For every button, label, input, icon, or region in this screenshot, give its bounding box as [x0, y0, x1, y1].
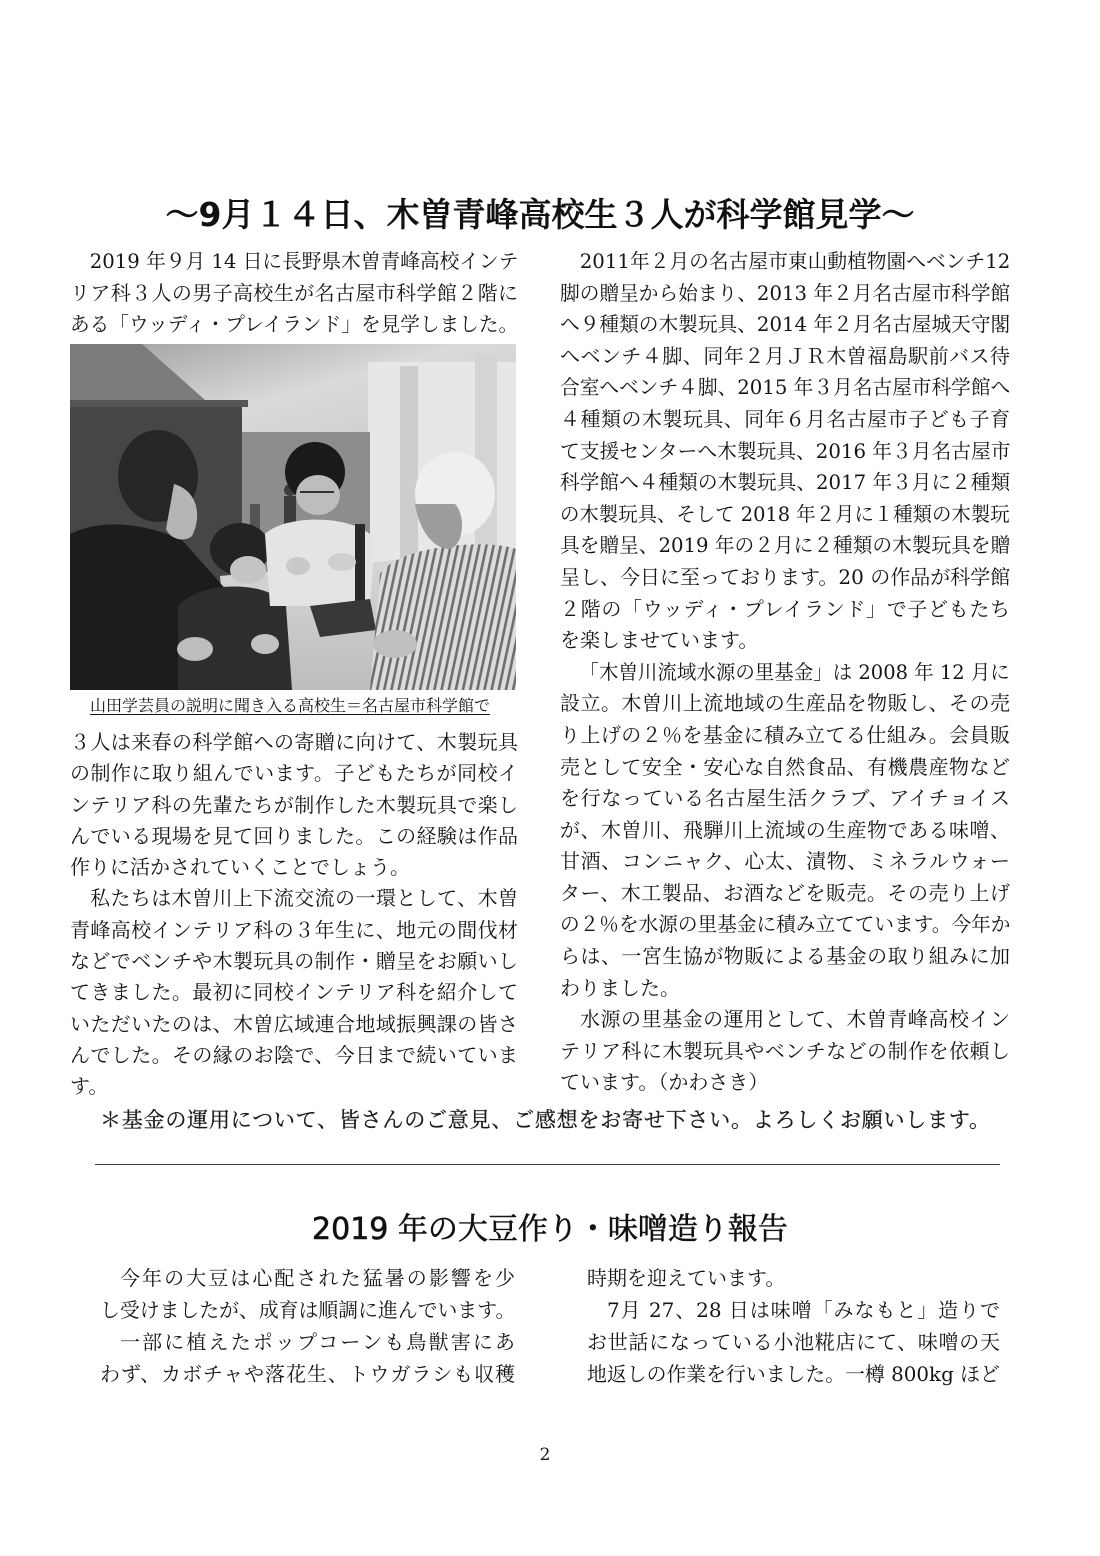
text-line: へ９種類の木製玩具、2014 年２月名古屋城天守閣: [560, 312, 1011, 337]
paragraph: [560, 657, 1010, 1005]
text-line: 呈し、今日に至っております。20 の作品が科学館: [560, 564, 1011, 589]
text-line: 2011年２月の名古屋市東山動植物園へベンチ12: [579, 249, 1011, 273]
text-line: 2019 年９月 14 日に長野県木曽青峰高校インテ: [89, 249, 519, 273]
article2-right-column: [587, 1262, 1000, 1390]
text-line: ２階の「ウッディ・プレイランド」で子どもたち: [560, 596, 1010, 621]
text-line: す。: [70, 1074, 109, 1099]
text-line: 一部に植えたポップコーンも鳥獣害にあ: [120, 1330, 515, 1354]
photo-caption: 山田学芸員の説明に聞き入る高校生＝名古屋市科学館で: [90, 696, 491, 715]
text-line: ３人は来春の科学館への寄贈に向けて、木製玩具: [70, 730, 518, 754]
text-line: 作りに活かされていくことでしょう。: [70, 855, 410, 880]
article1-right-column: [560, 246, 1010, 1099]
text-line: 設立。木曽川上流地域の生産品を物販し、その売: [560, 691, 1010, 716]
text-line: テリア科に木製玩具やベンチなどの制作を依頼し: [560, 1038, 1010, 1063]
text-line: の２％を水源の里基金に積み立てています。今年か: [560, 912, 1011, 937]
text-line: ４種類の木製玩具、同年６月名古屋市子ども子育: [560, 406, 1010, 431]
text-line: んでした。その縁のお陰で、今日まで続いていま: [70, 1042, 518, 1067]
text-line: いただいたのは、木曽広域連合地域振興課の皆さ: [70, 1011, 518, 1036]
text-line: を楽しませています。: [560, 628, 759, 653]
text-line: を行なっている名古屋生活クラブ、アイチョイス: [560, 786, 1010, 811]
paragraph: [587, 1294, 1000, 1390]
text-line: らは、一宮生協が物販による基金の取り組みに加: [560, 944, 1010, 969]
text-line: リア科３人の男子高校生が名古屋市科学館２階に: [70, 280, 518, 305]
text-line: 脚の贈呈から始まり、2013 年２月名古屋市科学館: [560, 280, 1011, 305]
text-line: 今年の大豆は心配された猛暑の影響を少: [120, 1266, 515, 1290]
text-line: へベンチ４脚、同年２月ＪＲ木曽福島駅前バス待: [560, 343, 1010, 368]
text-line: ある「ウッディ・プレイランド」を見学しました。: [70, 312, 519, 337]
text-line: 青峰高校インテリア科の３年生に、地元の間伐材: [70, 917, 518, 942]
page-number: 2: [539, 1445, 551, 1465]
text-line: の制作に取り組んでいます。子どもたちが同校イ: [70, 761, 518, 786]
text-line: 私たちは木曽川上下流交流の一環として、木曽: [90, 886, 518, 911]
text-line: ンテリア科の先輩たちが制作した木製玩具で楽し: [70, 792, 518, 817]
text-line: ター、木工製品、お酒などを販売。その売り上げ: [560, 880, 1010, 905]
article1-title: ～9月１４日、木曽青峰高校生３人が科学館見学～: [165, 195, 915, 234]
text-line: り上げの２％を基金に積み立てる仕組み。会員販: [560, 722, 1010, 747]
paragraph: [100, 1262, 515, 1326]
text-line: などでベンチや木製玩具の制作・贈呈をお願いし: [70, 949, 518, 974]
text-line: 時期を迎えています。: [587, 1266, 786, 1290]
text-line: 具を贈呈、2019 年の２月に２種類の木製玩具を贈: [560, 533, 1011, 558]
text-line: 水源の里基金の運用として、木曽青峰高校イン: [580, 1007, 1010, 1032]
text-line: し受けましたが、成育は順調に進んでいます。: [100, 1298, 516, 1322]
text-line: てきました。最初に同校インテリア科を紹介して: [70, 980, 518, 1005]
photo-students-at-science-museum: [70, 344, 516, 690]
paragraph: [70, 883, 518, 1102]
paragraph: [70, 727, 518, 883]
text-line: わず、カボチャや落花生、トウガラシも収穫: [100, 1362, 515, 1386]
text-line: て支援センターへ木製玩具、2016 年３月名古屋市: [560, 438, 1011, 463]
paragraph: [560, 246, 1010, 657]
text-line: 売として安全・安心な自然食品、有機農産物など: [560, 754, 1010, 779]
article1-photo: [70, 344, 516, 690]
text-line: が、木曽川、飛騨川上流域の生産物である味噌、: [560, 817, 1010, 842]
text-line: 7月 27、28 日は味噌「みなもと」造りで: [607, 1298, 1000, 1322]
paragraph: [587, 1262, 1000, 1294]
section-divider: [95, 1164, 1000, 1165]
text-line: の木製玩具、そして 2018 年２月に１種類の木製玩: [560, 501, 1010, 526]
text-line: んでいる現場を見て回りました。この経験は作品: [70, 823, 518, 848]
article1-left-column: [70, 727, 518, 1103]
article2-title: 2019 年の大豆作り・味噌造り報告: [312, 1212, 788, 1247]
text-line: 合室へベンチ４脚、2015 年３月名古屋市科学館へ: [560, 375, 1011, 400]
paragraph: [560, 1004, 1010, 1099]
article1-intro-paragraph: [70, 246, 518, 341]
fund-notice: ＊基金の運用について、皆さんのご意見、ご感想をお寄せ下さい。よろしくお願いします。: [100, 1108, 990, 1132]
text-line: ています。（かわさき）: [560, 1070, 769, 1095]
text-line: わりました。: [560, 975, 680, 1000]
text-line: 科学館へ４種類の木製玩具、2017 年３月に２種類: [560, 470, 1011, 495]
article2-left-column: [100, 1262, 515, 1390]
text-line: 「木曽川流域水源の里基金」は 2008 年 12 月に: [579, 659, 1010, 684]
text-line: 地返しの作業を行いました。一樽 800kg ほど: [587, 1362, 1000, 1386]
text-line: お世話になっている小池糀店にて、味噌の天: [587, 1330, 1000, 1354]
paragraph: [100, 1326, 515, 1390]
text-line: 甘酒、コンニャク、心太、漬物、ミネラルウォー: [560, 849, 1010, 874]
